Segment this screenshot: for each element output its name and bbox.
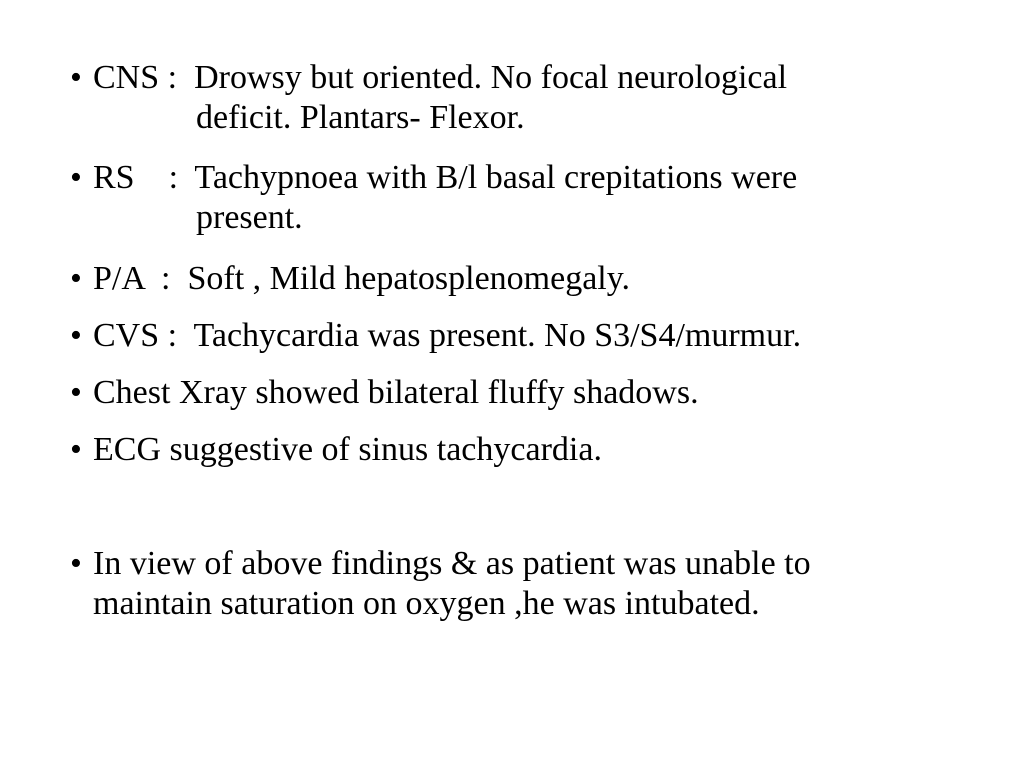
bullet-text-continuation: deficit. Plantars- Flexor. (196, 99, 525, 136)
bullet-dot-icon: • (70, 431, 82, 468)
bullet-dot-icon: • (70, 317, 82, 354)
bullet-text-continuation: maintain saturation on oxygen ,he was intubated. (93, 585, 760, 622)
bullet-dot-icon: • (70, 545, 82, 582)
bullet-text: P/A : Soft , Mild hepatosplenomegaly. (93, 260, 631, 297)
bullet-text: CVS : Tachycardia was present. No S3/S4/murmur. (93, 317, 802, 354)
bullet-text: CNS : Drowsy but oriented. No focal neurological (93, 59, 788, 96)
bullet-text: Chest Xray showed bilateral fluffy shadows. (93, 374, 699, 411)
bullet-text: ECG suggestive of sinus tachycardia. (93, 431, 602, 468)
bullet-text-continuation: present. (196, 199, 303, 236)
bullet-dot-icon: • (70, 59, 82, 96)
bullet-text: RS : Tachypnoea with B/l basal crepitations were (93, 159, 798, 196)
bullet-dot-icon: • (70, 159, 82, 196)
bullet-dot-icon: • (70, 374, 82, 411)
bullet-text: In view of above findings & as patient was unable to (93, 545, 811, 582)
bullet-dot-icon: • (70, 260, 82, 297)
